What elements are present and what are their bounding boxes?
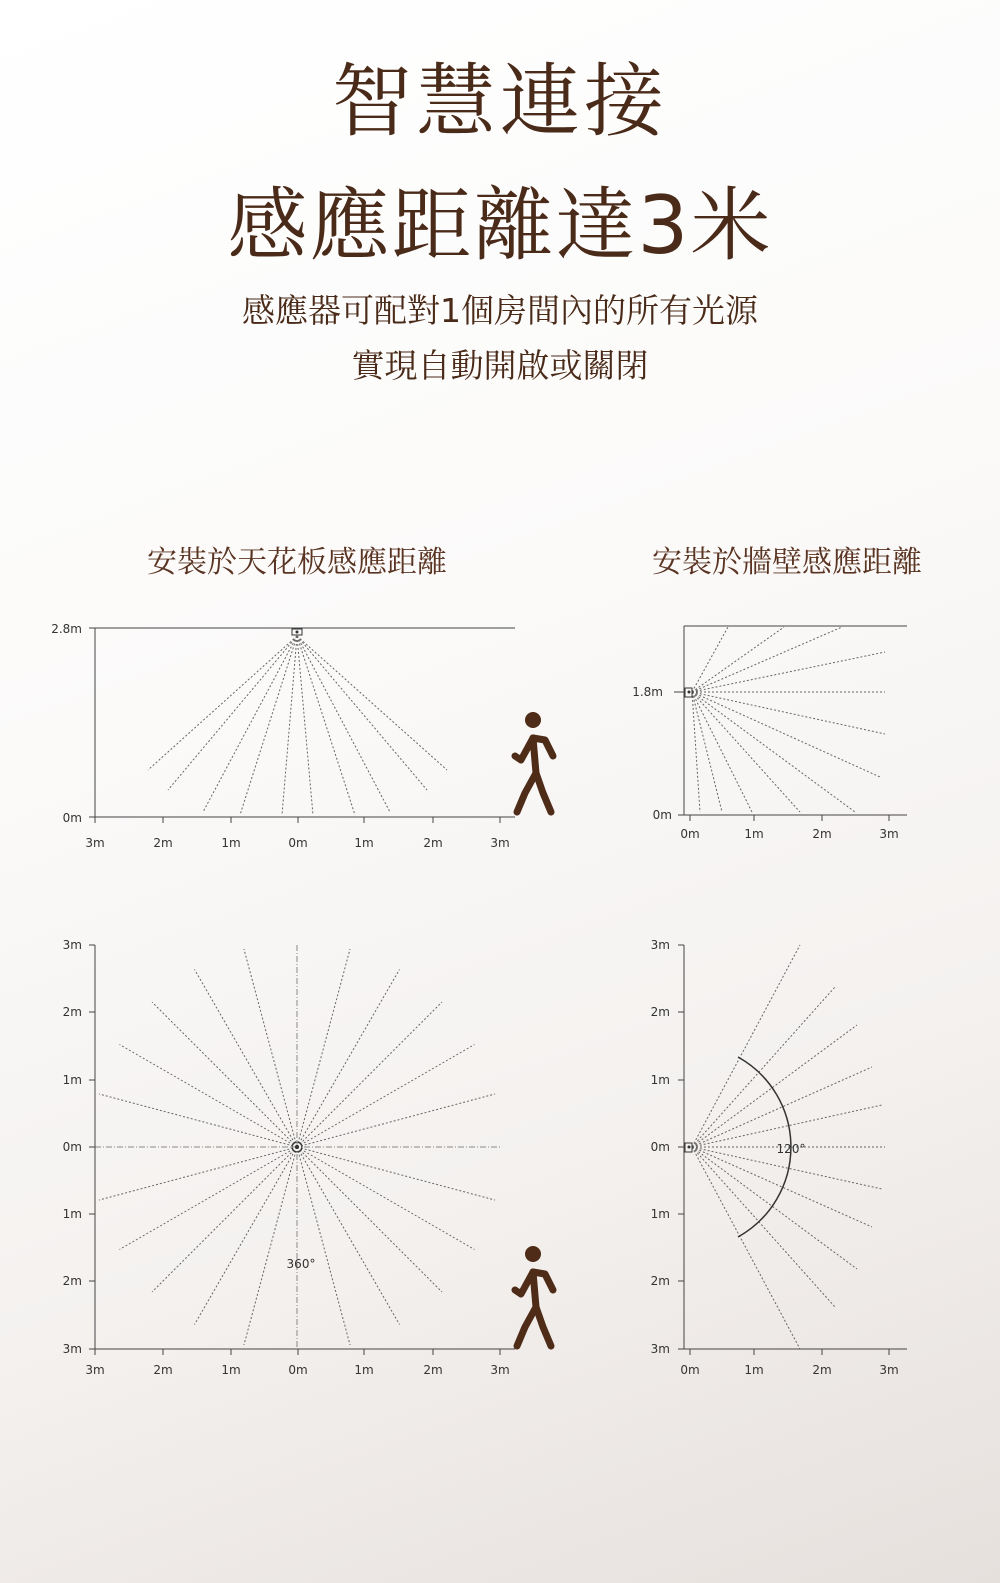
x-tick-label: 0m	[288, 1363, 308, 1377]
detection-ray	[692, 1147, 835, 1307]
height-label: 2.8m	[51, 622, 82, 636]
y-tick-label: 2m	[62, 1274, 82, 1288]
detection-ray	[692, 945, 800, 1147]
y-tick-label: 3m	[650, 1342, 670, 1356]
y-tick-label: 3m	[62, 938, 82, 952]
angle-label: 120°	[776, 1142, 806, 1156]
detection-ray	[297, 1045, 475, 1148]
height-label: 1.8m	[632, 685, 663, 699]
subheading-line-2: 實現自動開啟或關閉	[351, 346, 649, 385]
x-tick-label: 1m	[354, 1363, 374, 1377]
x-tick-label: 2m	[423, 1363, 443, 1377]
detection-ray	[297, 636, 427, 790]
detection-ray	[297, 949, 350, 1147]
detection-ray	[297, 636, 313, 815]
y-tick-label: 0m	[650, 1140, 670, 1154]
heading-line-2: 感應距離達3米	[227, 179, 773, 272]
x-tick-label: 3m	[85, 836, 105, 850]
y-tick-label: 0m	[62, 1140, 82, 1154]
detection-ray	[297, 1147, 442, 1292]
detection-ray	[99, 1147, 297, 1200]
detection-ray	[244, 949, 297, 1147]
detection-ray	[152, 1002, 297, 1147]
x-tick-label: 3m	[490, 1363, 510, 1377]
x-tick-label: 0m	[680, 1363, 700, 1377]
detection-ray	[297, 969, 400, 1147]
detection-ray	[692, 692, 885, 734]
x-tick-label: 1m	[221, 1363, 241, 1377]
x-tick-label: 3m	[879, 1363, 899, 1377]
detection-ray	[148, 636, 297, 770]
y-tick-label: 1m	[650, 1073, 670, 1087]
y-tick-label: 2m	[62, 1005, 82, 1019]
x-tick-label: 2m	[423, 836, 443, 850]
detection-ray	[692, 1147, 872, 1227]
wall-sensor-icon	[685, 1143, 692, 1152]
detection-ray	[240, 636, 297, 815]
floor-label: 0m	[62, 811, 82, 825]
x-tick-label: 2m	[812, 827, 832, 841]
x-tick-label: 1m	[744, 827, 764, 841]
detection-ray	[692, 692, 752, 812]
x-tick-label: 1m	[221, 836, 241, 850]
detection-ray	[152, 1147, 297, 1292]
detection-ray	[692, 627, 842, 692]
detection-ray	[692, 692, 700, 812]
detection-ray	[692, 1105, 882, 1147]
y-tick-label: 1m	[62, 1207, 82, 1221]
detection-ray	[282, 636, 297, 815]
detection-ray	[297, 636, 355, 815]
x-tick-label: 1m	[354, 836, 374, 850]
y-tick-label: 1m	[650, 1207, 670, 1221]
wall-sensor-icon	[685, 688, 692, 697]
x-tick-label: 0m	[680, 827, 700, 841]
detection-ray	[203, 636, 297, 812]
x-tick-label: 2m	[812, 1363, 832, 1377]
detection-ray	[297, 636, 390, 812]
x-tick-label: 2m	[153, 836, 173, 850]
angle-label: 360°	[286, 1257, 316, 1271]
y-tick-label: 3m	[62, 1342, 82, 1356]
detection-ray	[168, 636, 297, 790]
y-tick-label: 2m	[650, 1005, 670, 1019]
x-tick-label: 3m	[490, 836, 510, 850]
x-tick-label: 2m	[153, 1363, 173, 1377]
x-tick-label: 3m	[879, 827, 899, 841]
detection-ray	[119, 1045, 297, 1148]
detection-ray	[244, 1147, 297, 1345]
detection-ray	[692, 1067, 872, 1147]
detection-ray	[692, 987, 835, 1147]
detection-ray	[297, 1147, 495, 1200]
detection-ray	[297, 1002, 442, 1147]
detection-ray	[99, 1094, 297, 1147]
detection-ray	[692, 692, 800, 812]
ceiling-sensor-icon	[292, 629, 302, 635]
y-tick-label: 3m	[650, 938, 670, 952]
detection-ray	[297, 636, 447, 770]
heading-line-1: 智慧連接	[332, 55, 668, 148]
detection-ray	[195, 1147, 298, 1325]
detection-ray	[692, 627, 784, 692]
walking-person-icon	[515, 1246, 553, 1346]
floor-label: 0m	[652, 808, 672, 822]
detection-ray	[692, 692, 855, 812]
detection-ray	[692, 627, 728, 692]
detection-ray	[297, 1147, 475, 1250]
wall-diagram-title: 安裝於牆壁感應距離	[652, 545, 922, 580]
walking-person-icon	[515, 712, 553, 812]
detection-ray	[195, 969, 298, 1147]
detection-ray	[297, 1147, 400, 1325]
y-tick-label: 1m	[62, 1073, 82, 1087]
detection-ray	[297, 1094, 495, 1147]
x-tick-label: 0m	[288, 836, 308, 850]
detection-ray	[119, 1147, 297, 1250]
y-tick-label: 2m	[650, 1274, 670, 1288]
ceiling-diagram-title: 安裝於天花板感應距離	[147, 545, 447, 580]
subheading-line-1: 感應器可配對1個房間內的所有光源	[242, 291, 758, 330]
detection-ray	[692, 1147, 800, 1349]
x-tick-label: 1m	[744, 1363, 764, 1377]
detection-ray	[692, 652, 885, 692]
detection-ray	[297, 1147, 350, 1345]
detection-ray	[692, 692, 880, 777]
x-tick-label: 3m	[85, 1363, 105, 1377]
